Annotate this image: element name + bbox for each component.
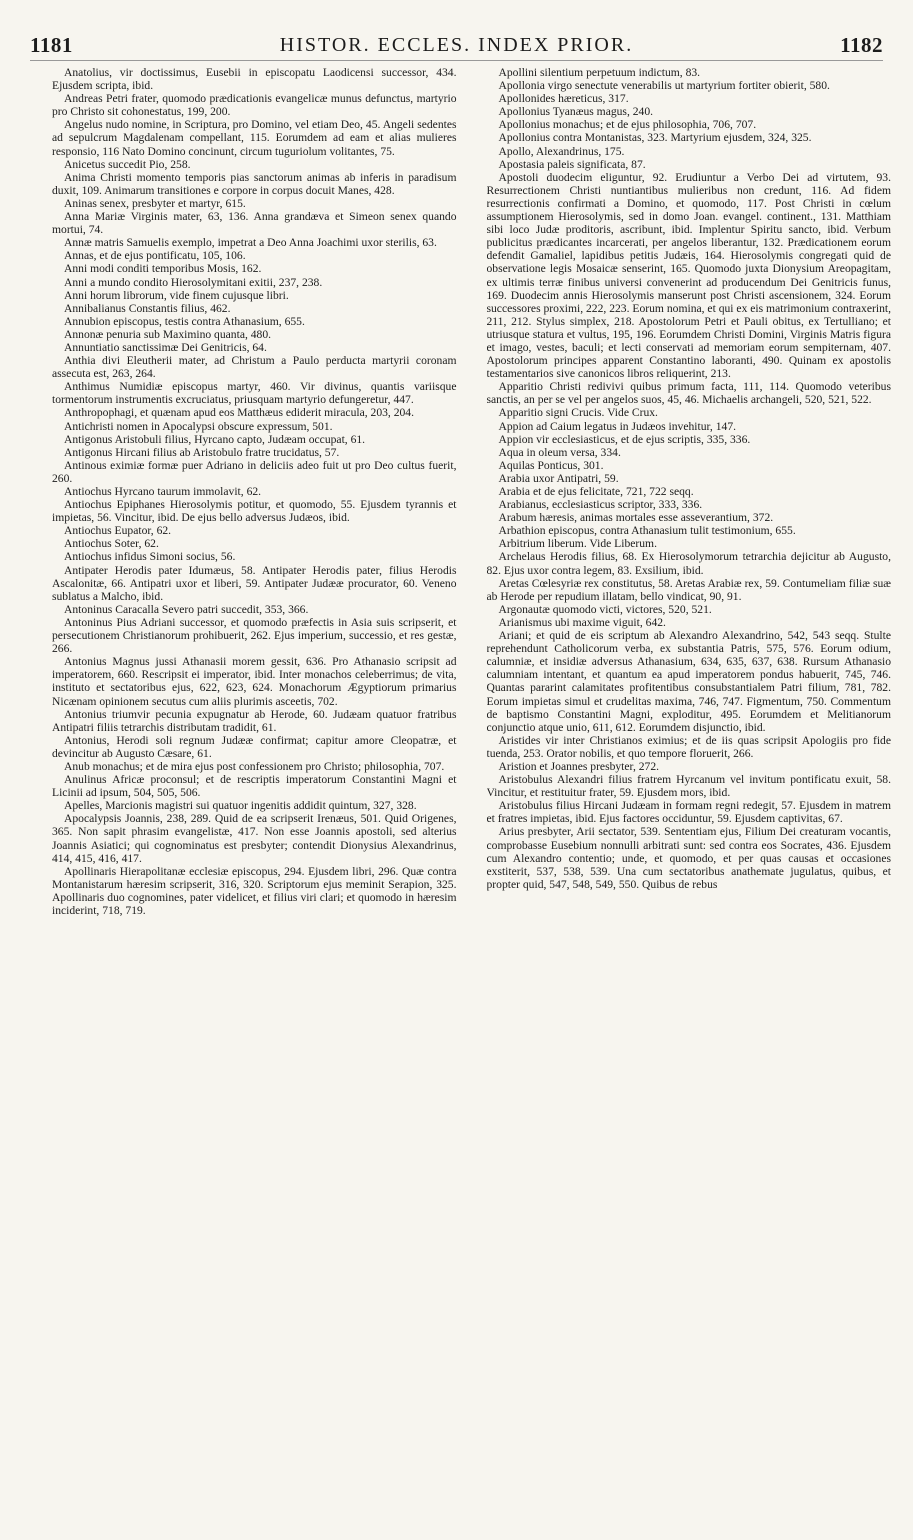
index-entry: Annubion episcopus, testis contra Athanasium, 655. xyxy=(64,314,305,328)
index-entry: Aristobulus Alexandri filius fratrem Hyrcanum vel invitum pontificatu exuit, 58. Vincitur, et restituitur frater, 59. Ejusdem mors, ibid. xyxy=(486,773,891,800)
index-entry: Apelles, Marcionis magistri sui quatuor ingenitis addidit quintum, 327, 328. xyxy=(64,799,417,813)
index-entry: Antiochus Epiphanes Hierosolymis potitur, et quomodo, 55. Ejusdem tyrannis et impietas, 56. Vincitur, ibid. De ejus bello adversus Judæos, ibid. xyxy=(52,498,457,525)
running-header xyxy=(30,30,883,61)
index-entry: Apparitio signi Crucis. Vide Crux. xyxy=(498,406,658,420)
index-entry: Andreas Petri frater, quomodo prædicationis evangelicæ munus defunctus, martyrio pro Christo sit cohonestatus, 199, 200. xyxy=(52,92,457,119)
index-entry: Ariani; et quid de eis scriptum ab Alexandro Alexandrino, 542, 543 seqq. Stulte reprehendunt Catholicorum verba, ex substantia Patris, 575, 576. Eorum odium, calumniæ, et insidiæ adversus Athanasium, 634, 635, 637, 638. Rursum Athanasio calumniam intentant, et quantum ea apud imperatorem pondus habuerit, 745, 746. Quantas pararint calamitates profitentibus consubstantialem Patri filium, 781, 782. Eorum impietas simul et crudelitas maxima, 746, 747. Figmentum, 750. Commentum de baptismo Constantini Magni, exploditur, 495. Eorumdem et Melitianorum conjunctio atque unio, 611, 612. Eorumdem disjunctio, ibid. xyxy=(486,629,891,734)
index-entry: Antonius triumvir pecunia expugnatur ab Herode, 60. Judæam quatuor fratribus Antipatri filiis tetrarchis distributam tradidit, 61. xyxy=(52,707,457,734)
right-page-number: 1182 xyxy=(840,32,883,57)
index-entry: Antonius, Herodi soli regnum Judææ confirmat; capitur amore Cleopatræ, et devincitur ab Augusto Cæsare, 61. xyxy=(52,733,457,760)
right-column xyxy=(487,66,892,1522)
index-entry: Apollonius Tyanæus magus, 240. xyxy=(498,105,654,119)
index-entry: Anna Mariæ Virginis mater, 63, 136. Anna grandæva et Simeon senex quando mortui, 74. xyxy=(52,210,457,237)
index-entry: Apollo, Alexandrinus, 175. xyxy=(498,144,625,158)
index-entry: Annuntiatio sanctissimæ Dei Genitricis, 64. xyxy=(64,340,267,354)
index-entry: Anub monachus; et de mira ejus post confessionem pro Christo; philosophia, 707. xyxy=(64,759,445,773)
index-entry: Annæ matris Samuelis exemplo, impetrat a Deo Anna Joachimi uxor sterilis, 63. xyxy=(64,236,437,250)
index-entry: Arius presbyter, Arii sectator, 539. Sententiam ejus, Filium Dei creaturam vocantis, comprobasse Eusebium nonnulli arbitrati sunt: sed contra eos Socrates, 436. Ejusdem cum Alexandro contentio; unde, et quomodo, et per quas causas et occasiones exstiterit, 537, 538, 539. Una cum sectatoribus anathemate jugulatus, quibus, et propter quid, 547, 548, 549, 550. Quibus de rebus xyxy=(486,825,891,891)
index-entry: Aretas Cœlesyriæ rex constitutus, 58. Aretas Arabiæ rex, 59. Contumeliam filiæ suæ ab Herode per repudium illatam, bello vindicat, 90, 91. xyxy=(486,576,891,603)
index-columns xyxy=(52,66,891,1522)
index-entry: Antoninus Caracalla Severo patri succedit, 353, 366. xyxy=(64,602,309,616)
index-entry: Apocalypsis Joannis, 238, 289. Quid de ea scripserit Irenæus, 501. Quid Origenes, 365. Non sapit phrasim evangelistæ, 417. Non esse Joannis apostoli, sed alterius Joannis Asiatici; qui cognominatus est presbyter; contendit Dionysius Alexandrinus, 414, 415, 416, 417. xyxy=(52,812,457,865)
index-entry: Apollini silentium perpetuum indictum, 83. xyxy=(498,66,701,79)
left-page-number: 1181 xyxy=(30,32,73,57)
index-entry: Anatolius, vir doctissimus, Eusebii in episcopatu Laodicensi successor, 434. Ejusdem scripta, ibid. xyxy=(52,66,457,93)
index-entry: Anima Christi momento temporis pias sanctorum animas ab inferis in paradisum duxit, 109. Animarum transitiones e corpore in corpus docuit Manes, 428. xyxy=(52,170,457,197)
index-entry: Antoninus Pius Adriani successor, et quomodo præfectis in Asia suis scripserit, et persecutionem Christianorum prohibuerit, 262. Ejus imperium, successio, et res gestæ, 266. xyxy=(52,615,457,656)
index-entry: Anthia divi Eleutherii mater, ad Christum a Paulo perducta martyrii coronam assecuta est, 263, 264. xyxy=(52,354,457,381)
index-entry: Archelaus Herodis filius, 68. Ex Hierosolymorum tetrarchia dejicitur ab Augusto, 82. Ejus uxor contra legem, 83. Exsilium, ibid. xyxy=(486,550,891,577)
index-entry: Anni horum librorum, vide finem cujusque libri. xyxy=(64,288,289,302)
index-entry: Arbitrium liberum. Vide Liberum. xyxy=(498,537,657,551)
index-entry: Arabum hæresis, animas mortales esse asseverantium, 372. xyxy=(498,511,774,525)
index-entry: Apollonia virgo senectute venerabilis ut martyrium fortiter obierit, 580. xyxy=(498,79,830,93)
index-entry: Antonius Magnus jussi Athanasii morem gessit, 636. Pro Athanasio scripsit ad imperatorem, 660. Rescripsit ei imperator, ibid. Inter monachos celeberrimus; de vita, instituto et sectatoribus ejus, 622, 623, 624. Monachorum Ægyptiorum primarius Nicænam opinionem secutus cum aliis plurimis asceetis, 702. xyxy=(52,655,457,708)
index-entry: Apollonius monachus; et de ejus philosophia, 706, 707. xyxy=(498,118,757,132)
index-entry: Apostoli duodecim eliguntur, 92. Erudiuntur a Verbo Dei ad virtutem, 93. Resurrectionem Christi nuntiantibus mulieribus non credunt, 116. Ad fidem resurrectionis confirmati a Domino, et quomodo, 117. Post Christi in cœlum assumptionem Hierosolymis, sed in domo Joan. evangel. continent., 131. Matthiam sibi loco Judæ proditoris, ascribunt, ibid. Implentur Spiritu sancto, ibid. Verbum publicitus prædicantes incarcerati, per angelos liberantur, 132. Prædicationem eorum defendit Gamaliel, lapidibus petitis Judæis, 164. Hierosolymis congregati quid de observatione legis Mosaicæ senserint, 165. Quomodo juxta Dionysium Areopagitam, ex ultimis terræ finibus universi convenerint ad producendum Dei Genitricis funus, 169. Duodecim annis Hierosolymis manserunt post Christi ascensionem, 324. Eorum successores proximi, 222, 223. Eorum nomina, et qui ex eis matrimonium contraxerint, 211, 212. Stylus simplex, 218. Apostolorum Petri et Pauli obitus, ex Tertulliano; et utriusque statura et vultus, 195, 196. Eorumdem Christi Domini, Virginis Matris figura et imago, vestes, baculi; et lecti conservati ad memoriam eorum sempiternam, 407. Apostolorum principes apparent Constantino laboranti, 490. Quinam ex apostolis testamentarios sive canonicos libros reliquerint, 213. xyxy=(486,170,891,381)
index-entry: Aqua in oleum versa, 334. xyxy=(498,445,621,459)
index-entry: Anni a mundo condito Hierosolymitani exitii, 237, 238. xyxy=(64,275,323,289)
index-entry: Aristobulus filius Hircani Judæam in formam regni redegit, 57. Ejusdem in matrem et fratres impietas, ibid. Ejus factores occiduntur, 59. Ejusdem captivitas, 67. xyxy=(486,799,891,826)
left-column xyxy=(52,66,457,1522)
index-entry: Antipater Herodis pater Idumæus, 58. Antipater Herodis pater, filius Herodis Ascalonitæ, 66. Antipatri uxor et liberi, 59. Antipater Judææ procurator, 60. Veneno sublatus a Malcho, ibid. xyxy=(52,563,457,603)
index-entry: Appion ad Caium legatus in Judæos invehitur, 147. xyxy=(498,419,737,433)
index-entry: Antichristi nomen in Apocalypsi obscure expressum, 501. xyxy=(64,419,333,433)
index-entry: Arabianus, ecclesiasticus scriptor, 333, 336. xyxy=(498,498,703,512)
index-entry: Appion vir ecclesiasticus, et de ejus scriptis, 335, 336. xyxy=(498,432,751,446)
index-entry: Annas, et de ejus pontificatu, 105, 106. xyxy=(64,249,246,263)
index-entry: Anicetus succedit Pio, 258. xyxy=(64,157,191,171)
index-entry: Arbathion episcopus, contra Athanasium tulit testimonium, 655. xyxy=(498,524,796,538)
index-entry: Aristion et Joannes presbyter, 272. xyxy=(498,759,660,773)
index-entry: Apollonides hæreticus, 317. xyxy=(498,92,629,106)
index-entry: Arabia et de ejus felicitate, 721, 722 seqq. xyxy=(498,485,694,498)
index-entry: Anthimus Numidiæ episcopus martyr, 460. Vir divinus, quantis variisque tormentorum instrumentis excruciatus, priusquam martyrio defungeretur, 447. xyxy=(52,380,457,407)
index-entry: Anthropophagi, et quænam apud eos Matthæus ediderit miracula, 203, 204. xyxy=(64,406,415,420)
index-entry: Antiochus Hyrcano taurum immolavit, 62. xyxy=(64,485,262,498)
index-entry: Annibalianus Constantis filius, 462. xyxy=(64,301,231,315)
index-entry: Argonautæ quomodo victi, victores, 520, 521. xyxy=(498,602,712,616)
index-entry: Arabia uxor Antipatri, 59. xyxy=(498,471,619,485)
index-entry: Angelus nudo nomine, in Scriptura, pro Domino, vel etiam Deo, 45. Angeli sedentes ad sepulcrum Magdalenam compellant, 115. Eorumdem ad eam et alias mulieres responsio, 116 Nato Domino concinunt, circum tuguriolum volitantes, 75. xyxy=(52,118,457,158)
index-entry: Annonæ penuria sub Maximino quanta, 480. xyxy=(64,327,272,341)
running-title: HISTOR. ECCLES. INDEX PRIOR. xyxy=(279,33,634,56)
index-entry: Antinous eximiæ formæ puer Adriano in deliciis adeo fuit ut pro Deo cultus fuerit, 260. xyxy=(52,458,457,485)
index-entry: Apparitio Christi redivivi quibus primum facta, 111, 114. Quomodo veteribus sanctis, an per se vel per angelos suos, 45, 46. Michaelis archangeli, 520, 521, 522. xyxy=(486,380,891,407)
index-entry: Arianismus ubi maxime viguit, 642. xyxy=(498,615,666,629)
index-entry: Apollonius contra Montanistas, 323. Martyrium ejusdem, 324, 325. xyxy=(498,131,812,145)
index-entry: Anulinus Africæ proconsul; et de rescriptis imperatorum Constantini Magni et Licinii ad ipsum, 504, 505, 506. xyxy=(52,773,457,800)
index-entry: Antiochus Eupator, 62. xyxy=(64,524,172,538)
index-entry: Aninas senex, presbyter et martyr, 615. xyxy=(64,196,246,210)
index-entry: Antigonus Hircani filius ab Aristobulo fratre trucidatus, 57. xyxy=(64,445,340,459)
index-entry: Apostasia paleis significata, 87. xyxy=(498,157,646,171)
index-entry: Anni modi conditi temporibus Mosis, 162. xyxy=(64,262,262,276)
index-entry: Aristides vir inter Christianos eximius; et de iis quas scripsit Apologiis pro fide tuenda, 253. Orator nobilis, et quo tempore floruerit, 266. xyxy=(486,733,891,760)
index-entry: Aquilas Ponticus, 301. xyxy=(498,458,604,472)
index-entry: Antiochus Soter, 62. xyxy=(64,537,159,551)
index-entry: Antiochus infidus Simoni socius, 56. xyxy=(64,550,236,564)
index-entry: Apollinaris Hierapolitanæ ecclesiæ episcopus, 294. Ejusdem libri, 296. Quæ contra Montanistarum hæresim scripserit, 316, 320. Scriptorum ejus meminit Serapion, 325. Apollinaris duo cognomines, pater videlicet, et filius viri clari; et quomodo in hæresim inciderint, 718, 719. xyxy=(52,864,457,917)
index-entry: Antigonus Aristobuli filius, Hyrcano capto, Judæam occupat, 61. xyxy=(64,432,366,446)
